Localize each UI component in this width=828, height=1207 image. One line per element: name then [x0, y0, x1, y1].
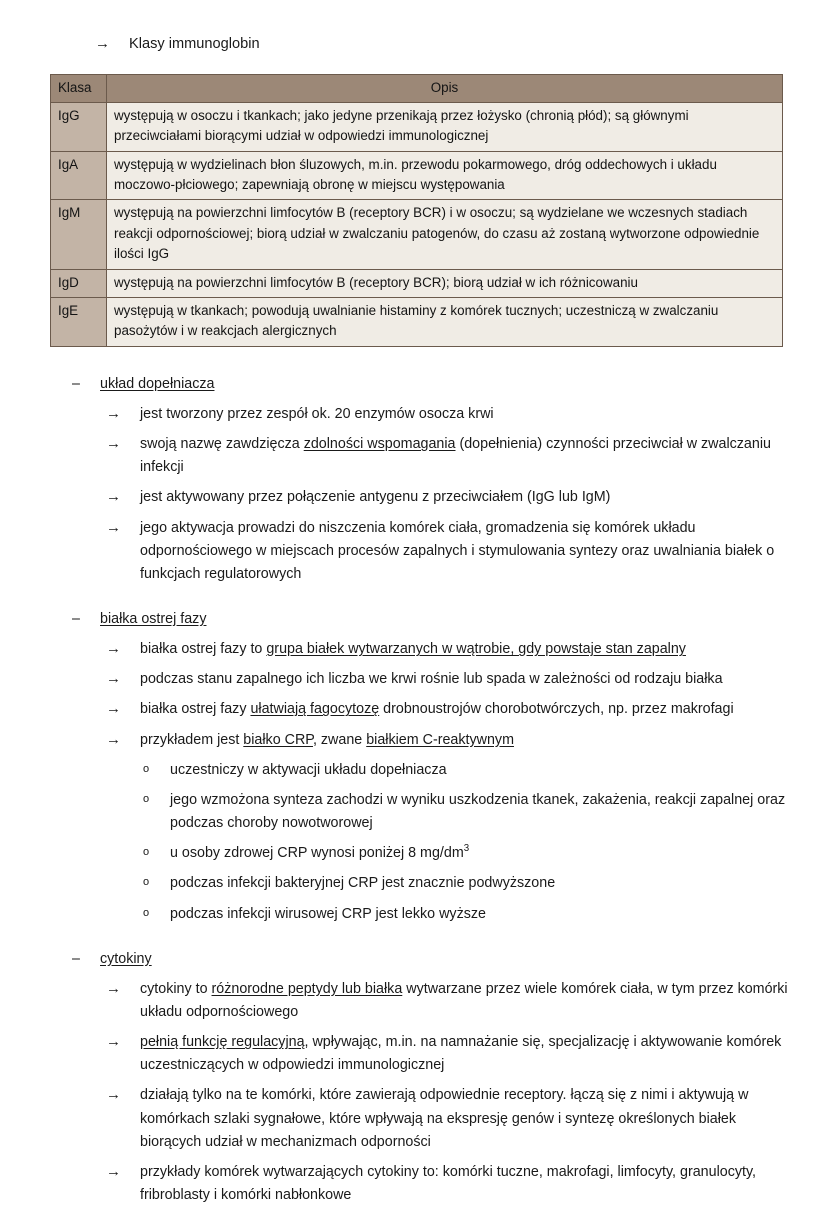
- list-item-text: pełnią funkcję regulacyjną, wpływając, m.in. na namnażanie się, specjalizację i aktywowanie komórek uczestniczących w odpowiedzi immunologicznej: [140, 1034, 782, 1074]
- arrow-bullet-icon: →: [106, 404, 121, 422]
- cell-opis: występują w tkankach; powodują uwalnianie histaminy z komórek tucznych; uczestniczą w zwalczaniu pasożytów i w reakcjach alergicznych: [107, 297, 783, 346]
- list-item-text: przykłady komórek wytwarzających cytokiny to: komórki tuczne, makrofagi, limfocyty, granulocyty, fribroblasty i komórki nabłonkowe: [140, 1163, 757, 1204]
- list-item: [60, 668, 788, 691]
- outline-body: [0, 347, 828, 1207]
- sub-list-item-main: u osoby zdrowej CRP wynosi poniżej 8 mg/dm: [170, 845, 464, 862]
- table-row: [51, 102, 783, 151]
- list-item-text: przykładem jest białko CRP, zwane białkiem C-reaktywnym: [140, 731, 514, 748]
- arrow-bullet-icon: →: [106, 1033, 121, 1051]
- cell-klasa: IgG: [51, 102, 107, 151]
- table-header: [51, 74, 783, 102]
- section-cytokiny: [60, 948, 788, 1207]
- arrow-bullet-icon: →: [106, 435, 121, 453]
- list-item-text: jest tworzony przez zespół ok. 20 enzymów osocza krwi: [140, 405, 494, 422]
- list-item-text: swoją nazwę zawdzięcza zdolności wspomagania (dopełnienia) czynności przeciwciał w zwalczaniu infekcji: [140, 436, 771, 476]
- cell-opis: występują na powierzchni limfocytów B (receptory BCR) i w osoczu; są wydzielane we wczesnych stadiach reakcji odpornościowej; biorą udział w zwalczaniu patogenów, do czasu aż zostaną wytworzone odpowiednie ilości IgG: [107, 200, 783, 269]
- list-item: [60, 1031, 788, 1077]
- section-items: [60, 403, 788, 586]
- sub-list-item: [60, 759, 788, 782]
- circle-bullet-icon: o: [143, 846, 150, 859]
- superscript: 3: [463, 843, 470, 855]
- list-item-text: cytokiny to różnorodne peptydy lub białka wytwarzane przez wiele komórek ciała, w tym przez komórki układu odpornościowego: [140, 980, 788, 1021]
- list-item: [60, 486, 788, 509]
- section-bialka-ostrej-fazy: [60, 608, 788, 926]
- immunoglobulin-table: [50, 74, 783, 347]
- sub-list-item-text: podczas infekcji wirusowej CRP jest lekko wyższe: [170, 905, 486, 922]
- section-uklad-dopelniacza: [60, 373, 788, 586]
- section-title: białka ostrej fazy: [100, 610, 207, 627]
- list-item-text: jest aktywowany przez połączenie antygenu z przeciwciałem (IgG lub IgM): [140, 489, 611, 506]
- list-item: [60, 433, 788, 479]
- list-item-text: jego aktywacja prowadzi do niszczenia komórek ciała, gromadzenia się komórek układu odpornościowego w miejscach procesów zapalnych i stymulowania syntezy oraz uwalniania białek o funkcjach regulatorowych: [140, 519, 775, 582]
- dash-bullet-icon: –: [72, 375, 80, 392]
- cell-klasa: IgE: [51, 297, 107, 346]
- list-item-text: podczas stanu zapalnego ich liczba we krwi rośnie lub spada w zależności od rodzaju białka: [140, 671, 723, 688]
- section-items: [60, 978, 788, 1207]
- list-item-text: białka ostrej fazy ułatwiają fagocytozę drobnoustrojów chorobotwórczych, np. przez makrofagi: [140, 701, 734, 718]
- list-item: [60, 1161, 788, 1207]
- column-header-klasa: Klasa: [51, 74, 107, 102]
- list-item-text: działają tylko na te komórki, które zawierają odpowiednie receptory. łączą się z nimi i aktywują w komórkach szlaki sygnałowe, które wpływają na ekspresję genów i syntezę określonych białek biorących udział w mechanizmach odporności: [140, 1087, 749, 1150]
- list-item: [60, 638, 788, 661]
- cell-klasa: IgD: [51, 269, 107, 297]
- sub-list-item: [60, 789, 788, 835]
- arrow-bullet-icon: →: [106, 1086, 121, 1104]
- immunoglobulin-table-wrapper: [0, 74, 828, 347]
- table-row: [51, 297, 783, 346]
- section-heading: [60, 373, 788, 396]
- list-item: [60, 698, 788, 721]
- list-item: [60, 729, 788, 752]
- cell-klasa: IgM: [51, 200, 107, 269]
- table-header-row: [51, 74, 783, 102]
- page-title: Klasy immunoglobin: [129, 36, 260, 52]
- arrow-bullet-icon: →: [106, 518, 121, 536]
- list-item-text: białka ostrej fazy to grupa białek wytwarzanych w wątrobie, gdy powstaje stan zapalny: [140, 641, 686, 658]
- sub-list-item: [60, 842, 788, 865]
- circle-bullet-icon: o: [143, 792, 150, 805]
- arrow-bullet-icon: →: [106, 979, 121, 997]
- arrow-bullet-icon: →: [106, 488, 121, 506]
- sub-list-item-text: jego wzmożona synteza zachodzi w wyniku uszkodzenia tkanek, zakażenia, reakcji zapalnej oraz podczas choroby nowotworowej: [170, 791, 786, 832]
- section-title: cytokiny: [100, 950, 152, 967]
- arrow-bullet-icon: →: [106, 640, 121, 658]
- list-item: [60, 1084, 788, 1153]
- dash-bullet-icon: –: [72, 610, 80, 627]
- sub-list-item-text: uczestniczy w aktywacji układu dopełniacza: [170, 761, 447, 778]
- table-row: [51, 151, 783, 200]
- section-heading: [60, 948, 788, 971]
- cell-opis: występują w osoczu i tkankach; jako jedyne przenikają przez łożysko (chronią płód); są głównymi przeciwciałami biorącymi udział w odpowiedzi immunologicznej: [107, 102, 783, 151]
- sub-list-item: [60, 872, 788, 895]
- sub-items: [60, 759, 788, 926]
- list-item: [60, 978, 788, 1024]
- sub-list-item-text: podczas infekcji bakteryjnej CRP jest znacznie podwyższone: [170, 875, 556, 892]
- arrow-bullet-icon: →: [106, 670, 121, 688]
- table-row: [51, 269, 783, 297]
- list-item: [60, 517, 788, 586]
- arrow-bullet-icon: →: [106, 730, 121, 748]
- arrow-bullet-icon: →: [106, 700, 121, 718]
- sub-list-item-text: [170, 842, 788, 865]
- page-heading: [0, 0, 828, 56]
- cell-klasa: IgA: [51, 151, 107, 200]
- cell-opis: występują na powierzchni limfocytów B (receptory BCR); biorą udział w ich różnicowaniu: [107, 269, 783, 297]
- table-body: [51, 102, 783, 346]
- arrow-icon: →: [95, 35, 110, 52]
- section-heading: [60, 608, 788, 631]
- circle-bullet-icon: o: [143, 906, 150, 919]
- circle-bullet-icon: o: [143, 762, 150, 775]
- list-item: [60, 403, 788, 426]
- section-items: [60, 638, 788, 926]
- dash-bullet-icon: –: [72, 950, 80, 967]
- sub-list-item: [60, 903, 788, 926]
- table-row: [51, 200, 783, 269]
- column-header-opis: Opis: [107, 74, 783, 102]
- arrow-bullet-icon: →: [106, 1162, 121, 1180]
- section-title: układ dopełniacza: [100, 375, 215, 392]
- circle-bullet-icon: o: [143, 876, 150, 889]
- cell-opis: występują w wydzielinach błon śluzowych, m.in. przewodu pokarmowego, dróg oddechowych i układu moczowo-płciowego; zapewniają obronę w miejscu występowania: [107, 151, 783, 200]
